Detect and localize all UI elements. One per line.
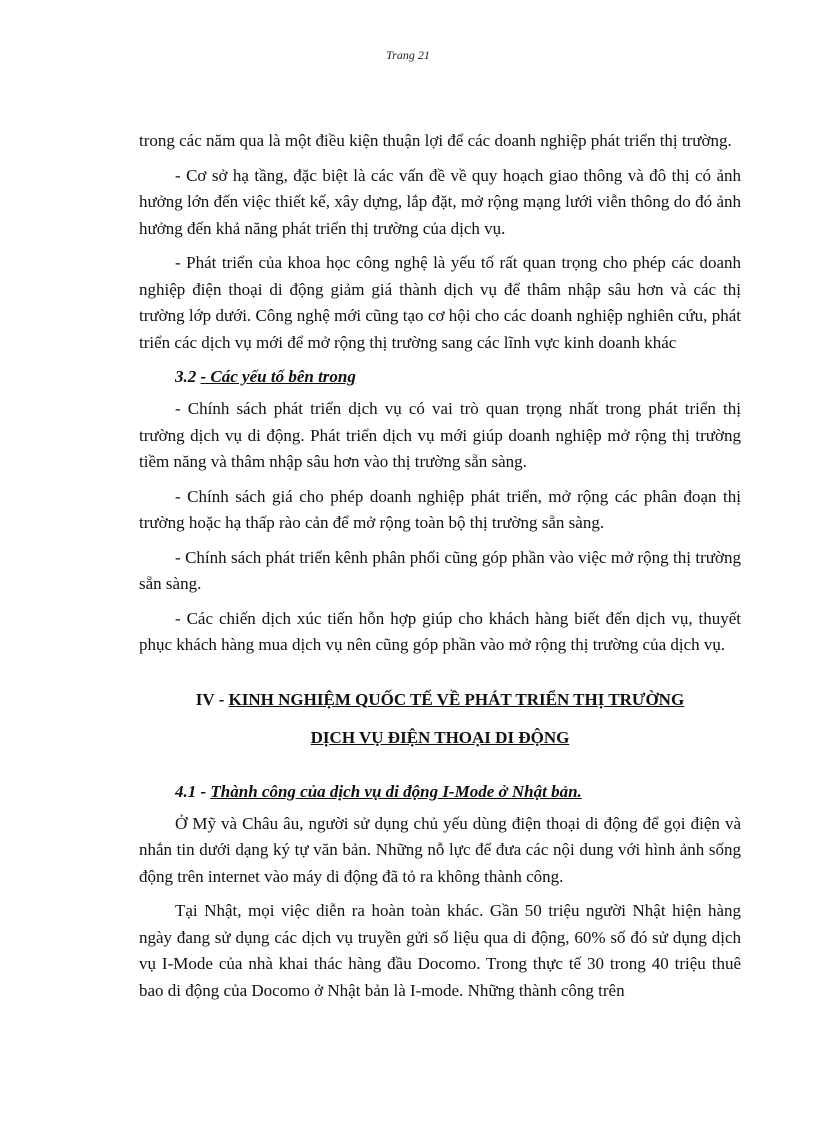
paragraph: - Chính sách phát triển kênh phân phối cũng góp phần vào việc mở rộng thị trường sẵn sàng. [139, 547, 741, 593]
subsection-number: 4.1 - [175, 781, 211, 801]
section-heading-line-2 [139, 725, 741, 751]
paragraph: Ở Mỹ và Châu âu, người sử dụng chủ yếu dùng điện thoại di động để gọi điện và nhắn tin dưới dạng ký tự văn bản. Những nỗ lực để đưa các nội dung với hình ảnh sống động trên internet vào máy di động đã tỏ ra không thành công. [139, 813, 741, 886]
subsection-title: Thành công của dịch vụ di động I-Mode ở Nhật bản. [210, 781, 582, 801]
section-heading-line-1 [139, 687, 741, 713]
section-title-line-2: DỊCH VỤ ĐIỆN THOẠI DI ĐỘNG [310, 727, 570, 747]
paragraph: - Các chiến dịch xúc tiến hỗn hợp giúp cho khách hàng biết đến dịch vụ, thuyết phục khách hàng mua dịch vụ nên cũng góp phần vào mở rộng thị trường của dịch vụ. [139, 608, 741, 654]
page-number: Trang 21 [386, 48, 430, 62]
paragraph: - Cơ sở hạ tầng, đặc biệt là các vấn đề về quy hoạch giao thông và đô thị có ảnh hưởng lớn đến việc thiết kế, xây dựng, lắp đặt, mở rộng mạng lưới viễn thông do đó ảnh hưởng đến khả năng phát triển thị trường của dịch vụ. [139, 165, 741, 238]
paragraph: trong các năm qua là một điều kiện thuận lợi để các doanh nghiệp phát triển thị trường. [139, 131, 732, 150]
paragraph: - Chính sách phát triển dịch vụ có vai trò quan trọng nhất trong phát triển thị trường dịch vụ di động. Phát triển dịch vụ mới giúp doanh nghiệp mở rộng thị trường tiềm năng và thâm nhập sâu hơn vào thị trường sẵn sàng. [139, 399, 741, 471]
document-body [139, 128, 741, 1012]
subsection-heading-4-1 [175, 779, 741, 805]
paragraph: - Chính sách giá cho phép doanh nghiệp phát triển, mở rộng các phân đoạn thị trường hoặc hạ thấp rào cản để mở rộng toàn bộ thị trường sẵn sàng. [139, 486, 741, 532]
subsection-heading-3-2 [175, 364, 741, 390]
section-heading-iv [139, 687, 741, 751]
paragraph: - Phát triển của khoa học công nghệ là yếu tố rất quan trọng cho phép các doanh nghiệp điện thoại di động giảm giá thành dịch vụ để thâm nhập sâu hơn và các thị trường lớp dưới. Công nghệ mới cũng tạo cơ hội cho các doanh nghiệp nghiên cứu, phát triển các dịch vụ mới để mở rộng thị trường sang các lĩnh vực kinh doanh khác [139, 253, 741, 352]
section-number: IV - [195, 689, 229, 709]
section-title-line-1: KINH NGHIỆM QUỐC TẾ VỀ PHÁT TRIỂN THỊ TRƯỜNG [228, 689, 685, 709]
subsection-number: 3.2 [175, 367, 197, 386]
subsection-title: - Các yếu tố bên trong [200, 367, 356, 386]
paragraph: Tại Nhật, mọi việc diễn ra hoàn toàn khác. Gần 50 triệu người Nhật hiện hàng ngày đang sử dụng các dịch vụ truyền gửi số liệu qua di động, 60% số đó sử dụng dịch vụ I-Mode của nhà khai thác hàng đầu Docomo. Trong thực tế 30 trong 40 triệu thuê bao di động của Docomo ở Nhật bản là I-mode. Những thành công trên [139, 901, 741, 1000]
